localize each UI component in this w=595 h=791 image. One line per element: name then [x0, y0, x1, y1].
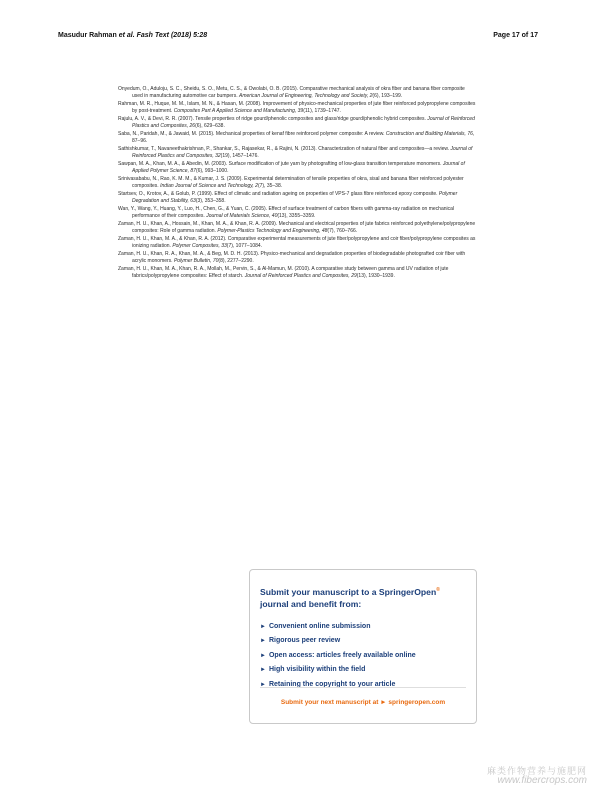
reference-entry: [118, 146, 476, 160]
reference-entry: [118, 131, 476, 145]
reference-text: Wan, Y., Wang, Y., Huang, Y., Luo, H., Chen, G., & Yuan, C. (2005). Effect of surface treatment of carbon fibers with gamma-ray radiation on mechanical performance of their composites.: [118, 205, 455, 219]
springeropen-promo-box: [249, 569, 477, 724]
reference-journal: Composites Part A Applied Science and Manufacturing, 39: [173, 108, 304, 115]
promo-benefit-text: Retaining the copyright to your article: [268, 680, 396, 688]
promo-benefit-text: High visibility within the field: [268, 666, 366, 674]
reference-journal: American Journal of Engineering, Technology and Society, 2: [239, 93, 373, 100]
promo-title-line1: Submit your manuscript to a SpringerOpen: [260, 586, 437, 597]
page-number: Page 17 of 17: [493, 32, 538, 39]
watermark-url: www.fibercrops.com: [497, 775, 587, 786]
reference-entry: [118, 266, 476, 280]
reference-pages: 87–96.: [132, 138, 148, 145]
reference-journal: Polymer Degradation and Stability, 63: [132, 190, 458, 204]
reference-journal: Journal of Reinforced Plastics and Composites, 32: [132, 145, 473, 160]
reference-pages: (7), 760–766.: [327, 227, 358, 234]
reference-journal: Polymer Bulletin, 70: [173, 257, 219, 264]
reference-text: Rahman, M. R., Huque, M. M., Islam, M. N., & Hasan, M. (2008). Improvement of physico-mechanical properties of jute fiber reinforced polypropylene composites by post-treatment.: [118, 100, 476, 115]
reference-entry: [118, 206, 476, 220]
reference-entry: [118, 176, 476, 190]
reference-list: [118, 86, 476, 281]
promo-benefit-text: Open access: articles freely available online: [268, 651, 416, 659]
promo-divider: [260, 687, 466, 688]
reference-pages: (19), 1457–1476.: [220, 153, 259, 160]
reference-entry: [118, 86, 476, 100]
reference-pages: (3), 353–358.: [195, 197, 226, 204]
header-author: Masudur Rahman: [58, 32, 117, 39]
reference-text: Sathishkumar, T., Navaneethakrishnan, P., Shankar, S., Rajasekar, R., & Rajini, N. (2013). Characterization of natural fiber and composites—a review.: [118, 145, 451, 152]
reference-text: Sawpan, M. A., Khan, M. A., & Abedin, M. (2003). Surface modification of jute yarn by photografting of low-glass transition temperature monomers.: [118, 160, 443, 167]
reference-journal: Journal of Applied Polymer Science, 87: [132, 160, 465, 175]
registered-mark: ®: [436, 587, 440, 593]
header-journal: et al. Fash Text (2018) 5:28: [118, 32, 208, 39]
promo-benefit-text: Rigorous peer review: [268, 637, 341, 645]
reference-text: Zaman, H. U., Khan, A., Hossain, M., Khan, M. A., & Khan, R. A. (2009). Mechanical and electrical properties of jute fabrics reinforced polyethylene/polypropylene composites: Role of gamma radiation.: [118, 220, 476, 234]
reference-entry: [118, 161, 476, 175]
reference-text: Rajulu, A. V., & Devi, R. R. (2007). Tensile properties of ridge gourd/phenolic composites and glass/ridge gourd/phenolic hybrid composites.: [118, 115, 428, 122]
submit-manuscript-link[interactable]: Submit your next manuscript at ► springeropen.com: [280, 699, 446, 706]
reference-entry: [118, 221, 476, 235]
reference-text: Saba, N., Paridah, M., & Jawaid, M. (2015). Mechanical properties of kenaf fibre reinforced polymer composite: A review.: [118, 130, 386, 137]
reference-entry: [118, 101, 476, 115]
reference-pages: (13), 1930–1939.: [356, 272, 395, 279]
reference-pages: (6), 193–199.: [372, 93, 403, 100]
reference-text: Zaman, H. U., Khan, M. A., Khan, R. A., Mollah, M., Pervin, S., & Al-Mamun, M. (2010). A comparative study between gamma and UV radiation of jute fabrics/polypropylene composites: Effect of starch.: [118, 265, 449, 279]
reference-journal: Journal of Reinforced Plastics and Composites, 29: [244, 272, 357, 279]
reference-journal: Polymer Composites, 33: [172, 242, 227, 249]
reference-journal: Journal of Reinforced Plastics and Composites, 26: [132, 115, 475, 130]
running-header-citation: [58, 32, 207, 39]
reference-entry: [118, 236, 476, 250]
promo-benefit-text: Convenient online submission: [268, 623, 371, 630]
reference-text: Zaman, H. U., Khan, R. A., Khan, M. A., & Beg, M. D. H. (2013). Physico-mechanical and degradation properties of biodegradable photografted coir fiber with acrylic monomers.: [118, 250, 466, 264]
reference-journal: Indian Journal of Science and Technology, 2: [160, 183, 258, 189]
reference-entry: [118, 251, 476, 265]
arrow-right-icon: ►: [260, 624, 266, 630]
promo-title-line2: journal and benefit from:: [260, 598, 362, 609]
arrow-right-icon: ►: [260, 667, 266, 674]
reference-pages: (8), 2277–2290.: [218, 257, 254, 264]
reference-pages: (13), 3355–3359.: [277, 212, 316, 219]
reference-text: Srinivasababu, N., Rao, K. M. M., & Kumar, J. S. (2009). Experimental determination of tensile properties of okra, sisal and banana fiber reinforced polyester composites.: [118, 175, 464, 189]
reference-entry: [118, 116, 476, 130]
watermark-site-name: 麻类作物营养与施肥网: [486, 766, 587, 776]
reference-journal: Construction and Building Materials, 76,: [385, 130, 475, 137]
reference-journal: Journal of Materials Science, 40: [206, 212, 278, 219]
promo-benefit-item: [260, 649, 416, 663]
reference-text: Onyedum, O., Aduloju, S. C., Sheidu, S. O., Metu, C. S., & Owolabi, O. B. (2015). Comparative mechanical analysis of okra fiber and banana fiber composite used in manufacturing automotive car bumpers.: [118, 86, 465, 100]
arrow-right-icon: ►: [260, 652, 266, 659]
promo-benefit-item: [260, 620, 416, 634]
reference-pages: (7), 35–38.: [257, 183, 283, 189]
reference-pages: (7), 1077–1084.: [226, 242, 263, 249]
reference-journal: Polymer-Plastics Technology and Engineering, 48: [217, 227, 328, 234]
reference-pages: (11), 1739–1747.: [303, 108, 341, 115]
reference-text: Startsev, O., Krotov, A., & Golub, P. (1999). Effect of climatic and radiation ageing on properties of VPS-7 glass fibre reinforced epoxy composite.: [118, 190, 439, 197]
promo-benefit-item: [260, 663, 416, 677]
arrow-right-icon: ►: [260, 681, 266, 688]
promo-benefit-item: [260, 678, 416, 692]
promo-benefit-list: [260, 620, 416, 692]
reference-entry: [118, 191, 476, 205]
promo-benefit-item: [260, 634, 416, 648]
promo-title: [260, 584, 470, 610]
reference-pages: (6), 993–1000.: [195, 168, 229, 175]
reference-text: Zaman, H. U., Khan, M. A., & Khan, R. A. (2012). Comparative experimental measurements of jute fiber/polypropylene and coir fiber/polypropylene composites as ionizing radiation.: [118, 235, 476, 249]
reference-pages: (6), 629–638.: [195, 123, 225, 130]
arrow-right-icon: ►: [260, 638, 266, 645]
